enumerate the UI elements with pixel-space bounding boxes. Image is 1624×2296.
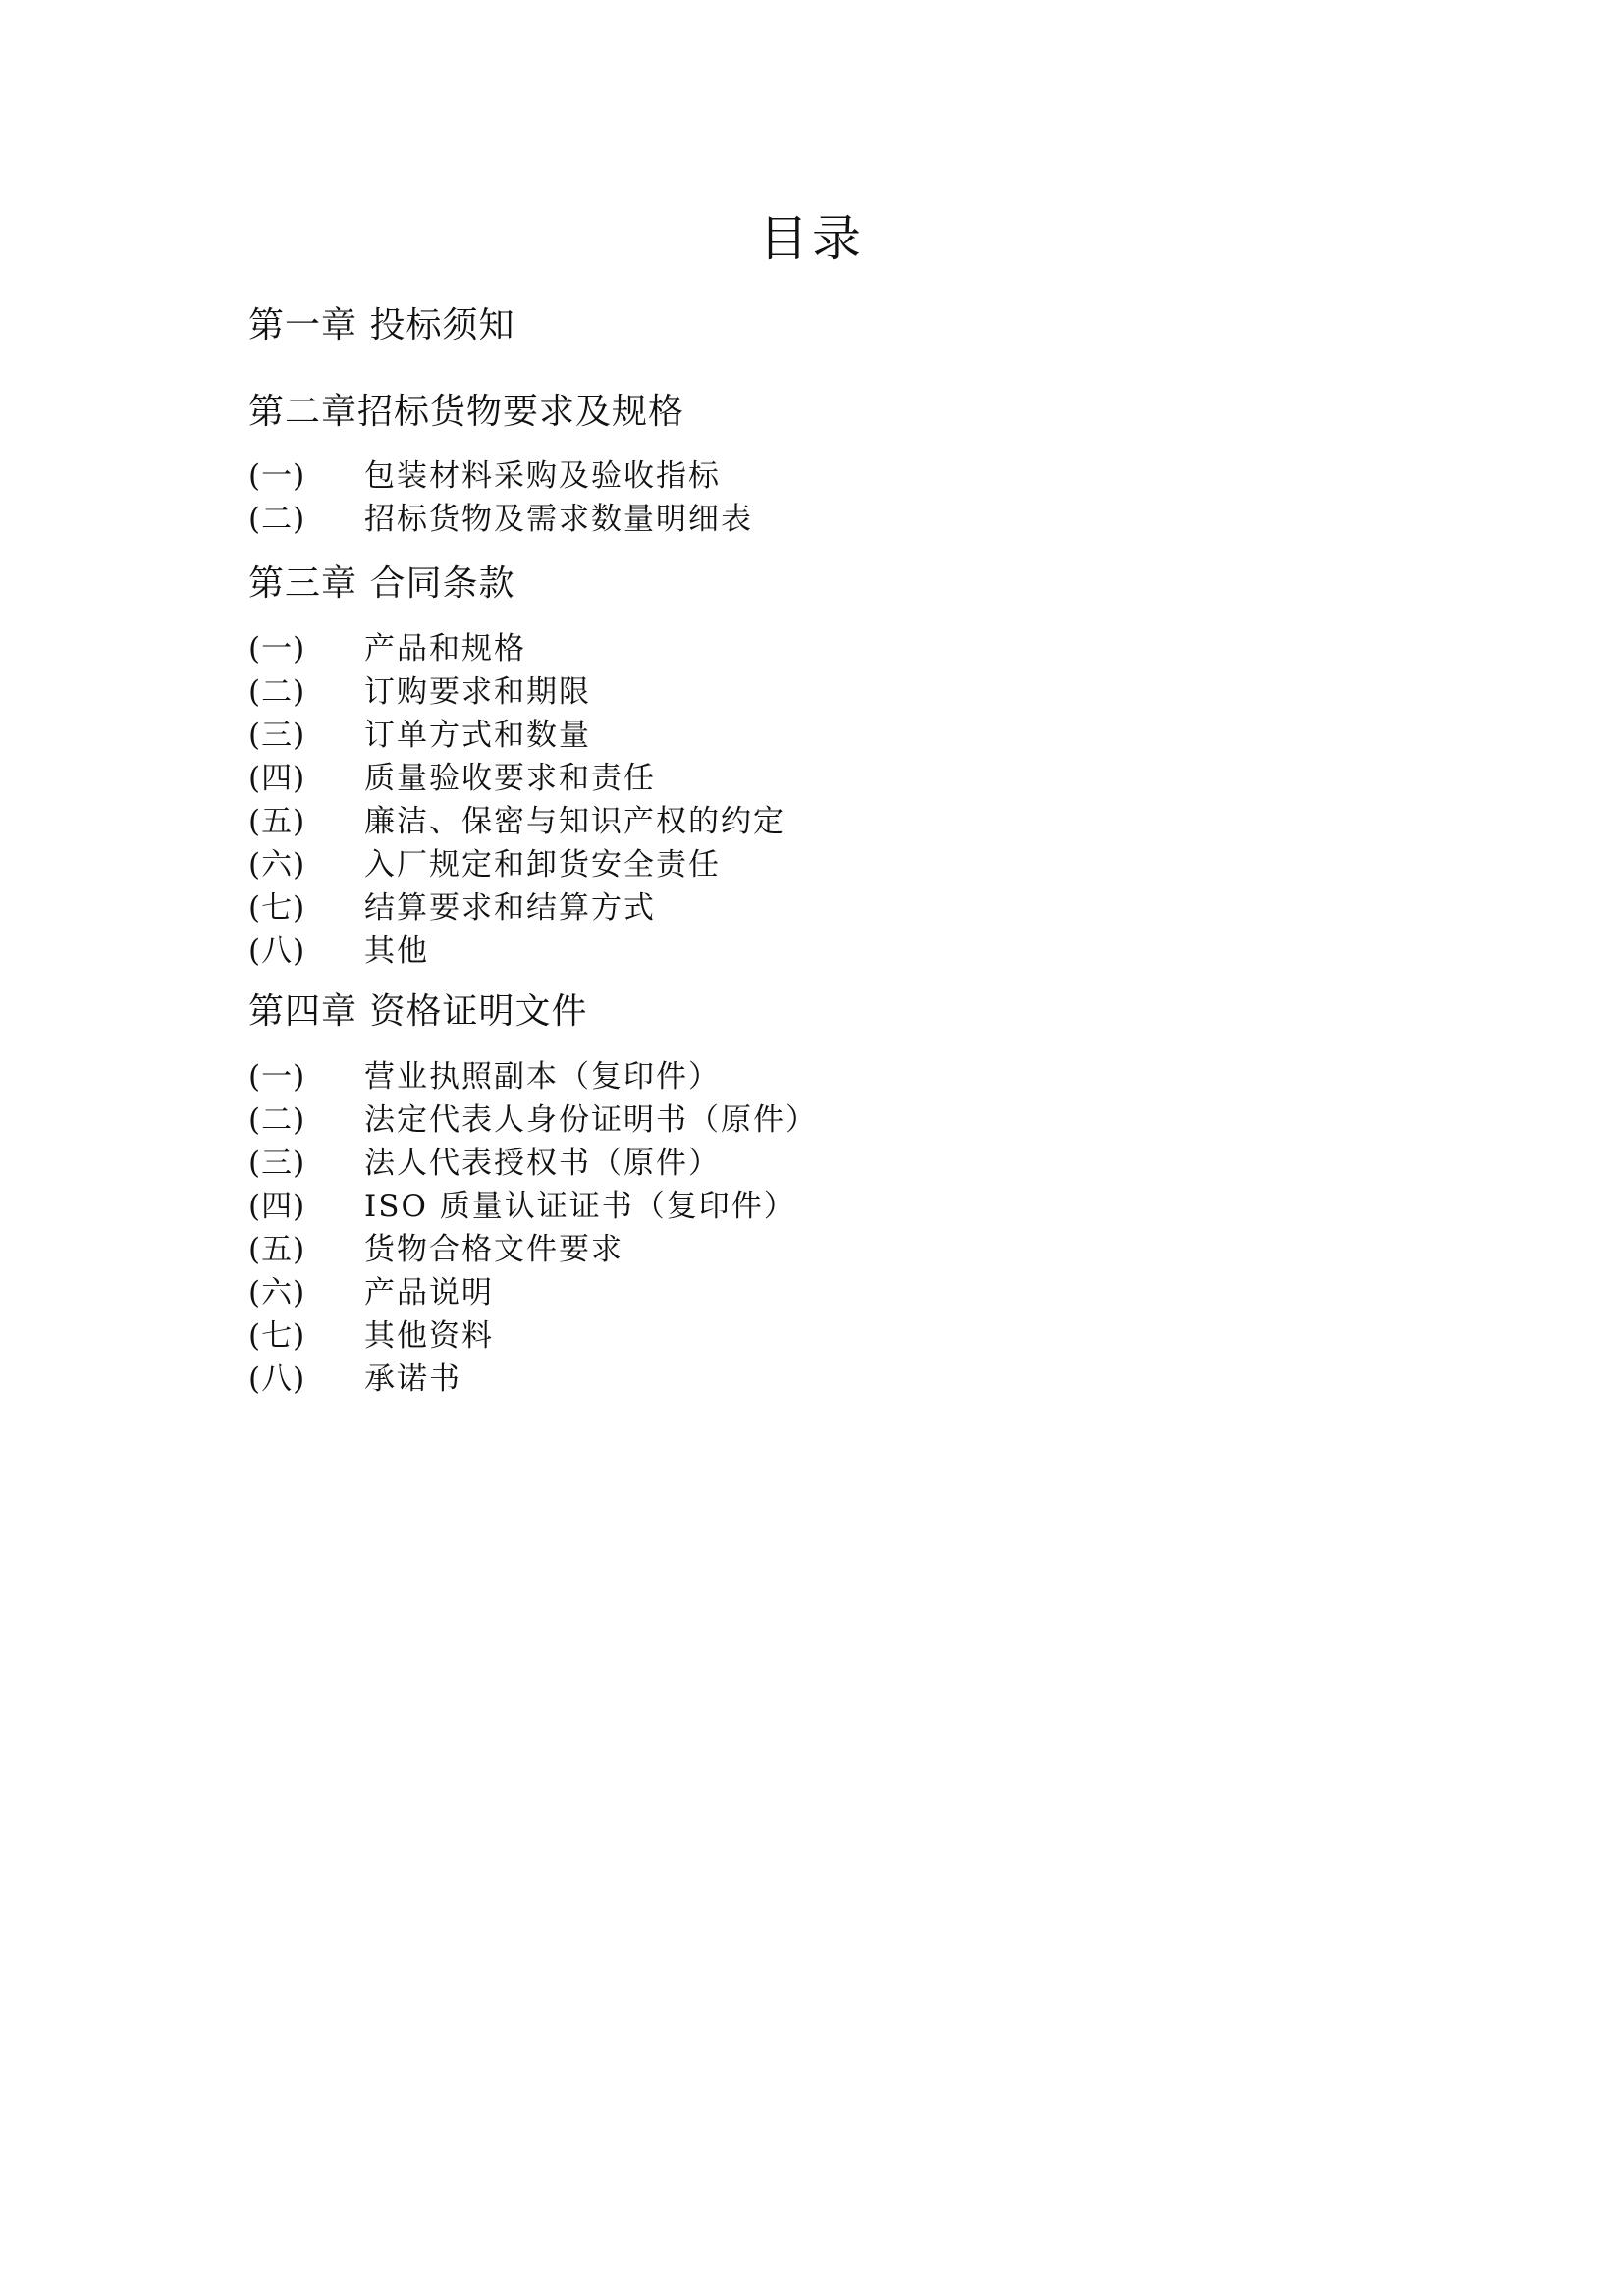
item-number: (七) bbox=[248, 890, 306, 926]
page-title: 目录 bbox=[759, 210, 865, 267]
list-item bbox=[248, 759, 656, 798]
list-item bbox=[248, 500, 753, 539]
item-number: (五) bbox=[248, 1232, 306, 1267]
list-item bbox=[248, 845, 721, 884]
item-text: 产品和规格 bbox=[364, 631, 526, 667]
list-item bbox=[248, 1057, 721, 1096]
list-item bbox=[248, 1360, 461, 1399]
item-text: 其他 bbox=[364, 934, 429, 969]
list-item bbox=[248, 1187, 796, 1226]
list-item bbox=[248, 1100, 818, 1140]
item-number: (二) bbox=[248, 1102, 306, 1138]
chapter-4-heading: 第四章 资格证明文件 bbox=[248, 991, 588, 1032]
item-number: (三) bbox=[248, 1146, 306, 1181]
item-text: 法人代表授权书（原件） bbox=[364, 1146, 721, 1181]
item-number: (四) bbox=[248, 1189, 306, 1224]
chapter-1-heading: 第一章 投标须知 bbox=[248, 305, 515, 346]
item-text: 招标货物及需求数量明细表 bbox=[364, 502, 753, 537]
chapter-3-heading: 第三章 合同条款 bbox=[248, 563, 515, 604]
item-text: 结算要求和结算方式 bbox=[364, 890, 656, 926]
item-text: 营业执照副本（复印件） bbox=[364, 1059, 721, 1095]
item-number: (八) bbox=[248, 1362, 306, 1397]
item-text: 入厂规定和卸货安全责任 bbox=[364, 847, 721, 882]
item-text: ISO 质量认证证书（复印件） bbox=[364, 1189, 796, 1224]
item-text: 法定代表人身份证明书（原件） bbox=[364, 1102, 818, 1138]
list-item bbox=[248, 716, 591, 755]
list-item bbox=[248, 672, 591, 712]
item-number: (四) bbox=[248, 761, 306, 796]
list-item bbox=[248, 629, 526, 668]
item-number: (七) bbox=[248, 1318, 306, 1354]
item-number: (二) bbox=[248, 674, 306, 710]
list-item bbox=[248, 456, 721, 496]
item-text: 承诺书 bbox=[364, 1362, 461, 1397]
item-text: 廉洁、保密与知识产权的约定 bbox=[364, 804, 785, 839]
list-item bbox=[248, 802, 785, 841]
list-item bbox=[248, 1273, 494, 1312]
list-item bbox=[248, 888, 656, 928]
item-text: 包装材料采购及验收指标 bbox=[364, 458, 721, 494]
item-text: 产品说明 bbox=[364, 1275, 494, 1310]
item-text: 订购要求和期限 bbox=[364, 674, 591, 710]
item-number: (二) bbox=[248, 502, 306, 537]
item-number: (一) bbox=[248, 631, 306, 667]
item-number: (三) bbox=[248, 718, 306, 753]
item-number: (五) bbox=[248, 804, 306, 839]
item-number: (八) bbox=[248, 934, 306, 969]
item-number: (六) bbox=[248, 847, 306, 882]
chapter-2-heading: 第二章招标货物要求及规格 bbox=[248, 392, 685, 432]
item-number: (六) bbox=[248, 1275, 306, 1310]
item-text: 质量验收要求和责任 bbox=[364, 761, 656, 796]
list-item bbox=[248, 1316, 494, 1356]
item-text: 货物合格文件要求 bbox=[364, 1232, 623, 1267]
item-number: (一) bbox=[248, 458, 306, 494]
list-item bbox=[248, 1144, 721, 1183]
item-text: 其他资料 bbox=[364, 1318, 494, 1354]
item-text: 订单方式和数量 bbox=[364, 718, 591, 753]
item-number: (一) bbox=[248, 1059, 306, 1095]
list-item bbox=[248, 932, 429, 971]
list-item bbox=[248, 1230, 623, 1269]
